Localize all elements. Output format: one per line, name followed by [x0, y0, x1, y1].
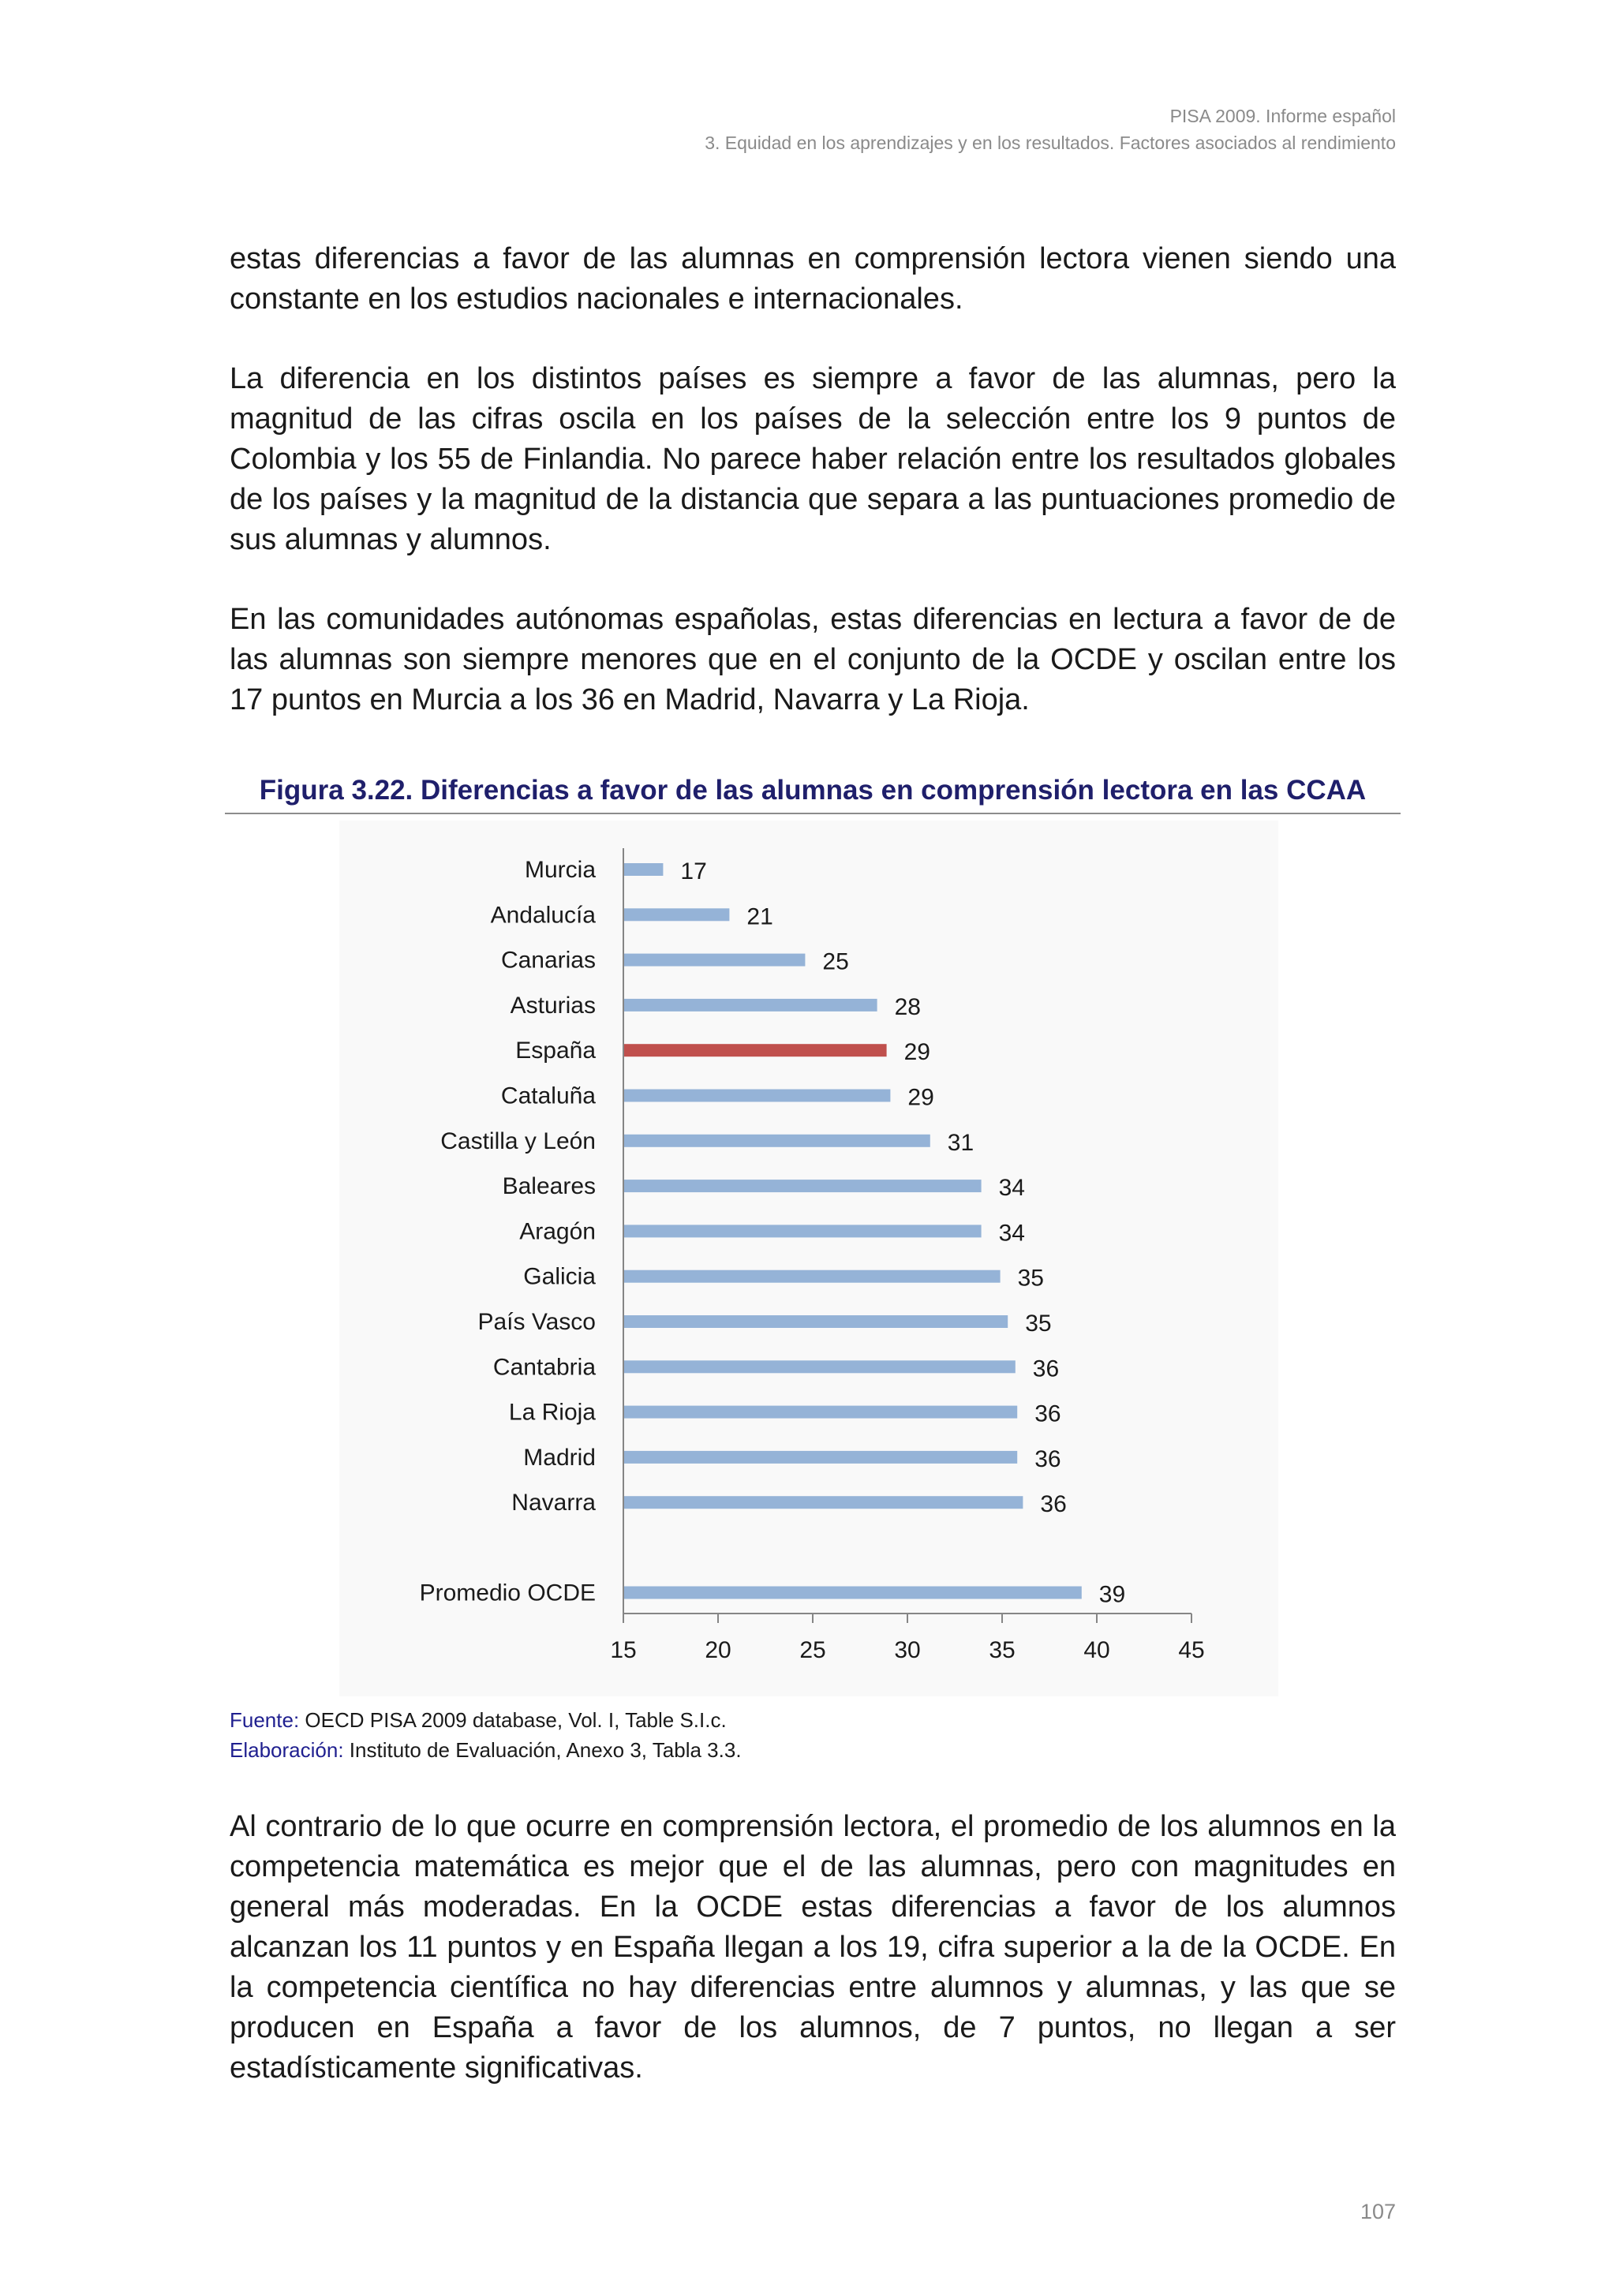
source-label: Fuente:: [230, 1708, 300, 1732]
paragraph-intro: estas diferencias a favor de las alumnas en comprensión lectora vienen siendo una constante en los estudios nacionales e internacionales.: [230, 242, 1396, 316]
paragraph-countries: La diferencia en los distintos países es siempre a favor de las alumnas, pero la magnitud de las cifras oscila en los países de la selección entre los 9 puntos de Colombia y los 55 de Finlandia. No parece haber relación entre los resultados globales de los países y la magnitud de la distancia que separa a las puntuaciones promedio de sus alumnas y alumnos.: [230, 362, 1396, 556]
header-chapter-title: 3. Equidad en los aprendizajes y en los resultados. Factores asociados al rendimiento: [705, 133, 1396, 153]
bar: [623, 999, 877, 1012]
page-number: 107: [1360, 2200, 1396, 2223]
value-label: 31: [947, 1129, 974, 1156]
value-label: 36: [1032, 1356, 1060, 1382]
x-tick-label: 25: [799, 1637, 826, 1663]
category-label: Canarias: [500, 947, 596, 974]
header-report-title: PISA 2009. Informe español: [1169, 106, 1396, 126]
category-label: Cataluña: [500, 1083, 596, 1109]
value-label: 35: [1017, 1265, 1044, 1292]
category-label: Navarra: [511, 1490, 596, 1516]
bar: [623, 954, 805, 967]
paragraph-regions: En las comunidades autónomas españolas, estas diferencias en lectura a favor de de las alumnas son siempre menores que en el conjunto de la OCDE y oscilan entre los 17 puntos en Murcia a los 36 en Madrid, Navarra y La Rioja.: [230, 603, 1396, 716]
x-tick-label: 35: [989, 1637, 1016, 1663]
bar: [623, 908, 729, 921]
bar-highlight: [623, 1044, 887, 1056]
value-label: 39: [1098, 1581, 1126, 1608]
category-label: Galicia: [523, 1263, 596, 1290]
x-tick-label: 20: [705, 1637, 731, 1663]
category-label: Andalucía: [490, 902, 596, 929]
figure-title: Figura 3.22. Diferencias a favor de las alumnas en comprensión lectora en las CCAA: [259, 775, 1367, 806]
elaboration-line: [230, 1738, 742, 1763]
category-label: Murcia: [524, 857, 596, 883]
figure-title-rule: [225, 813, 1401, 814]
category-label: Asturias: [510, 992, 596, 1019]
bar: [623, 1180, 982, 1192]
running-header: [705, 103, 1396, 156]
source-line: [230, 1708, 727, 1733]
category-label: Madrid: [523, 1444, 596, 1471]
value-label: 28: [894, 993, 921, 1020]
bar: [623, 1315, 1008, 1328]
source-text: OECD PISA 2009 database, Vol. I, Table S.I.c.: [305, 1708, 727, 1732]
chart-container: [339, 821, 1278, 1696]
value-label: 34: [998, 1175, 1025, 1202]
value-label: 35: [1025, 1311, 1052, 1337]
category-label: Baleares: [502, 1173, 596, 1200]
category-label: España: [515, 1038, 596, 1064]
value-label: 29: [903, 1039, 930, 1066]
value-label: 34: [998, 1220, 1025, 1247]
x-tick-label: 45: [1178, 1637, 1205, 1663]
elaboration-text: Instituto de Evaluación, Anexo 3, Tabla 3.3.: [349, 1738, 742, 1762]
bar: [623, 1360, 1016, 1373]
bar: [623, 1090, 890, 1102]
category-label: Promedio OCDE: [419, 1580, 596, 1606]
paragraph-math-science: Al contrario de lo que ocurre en comprensión lectora, el promedio de los alumnos en la competencia matemática es mejor que el de las alumnas, pero con magnitudes en general más moderadas. En la OCDE estas diferencias a favor de los alumnos alcanzan los 11 puntos y en España llegan a los 19, cifra superior a la de la OCDE. En la competencia científica no hay diferencias entre alumnos y alumnas, y las que se producen en España a favor de los alumnos, de 7 puntos, no llegan a ser estadísticamente significativas.: [230, 1810, 1396, 2085]
category-label: Aragón: [519, 1218, 596, 1245]
bar: [623, 1451, 1017, 1464]
elaboration-label: Elaboración:: [230, 1738, 344, 1762]
value-label: 21: [746, 903, 773, 930]
bar: [623, 1496, 1023, 1509]
bar-chart: [339, 821, 1278, 1696]
value-label: 25: [822, 948, 849, 975]
value-label: 36: [1040, 1491, 1067, 1518]
bar: [623, 1406, 1017, 1419]
x-tick-label: 15: [610, 1637, 637, 1663]
value-label: 36: [1034, 1445, 1061, 1472]
bar: [623, 863, 663, 876]
x-tick-label: 30: [894, 1637, 921, 1663]
value-label: 17: [680, 858, 707, 884]
bar: [623, 1270, 1001, 1283]
bar: [623, 1135, 930, 1147]
value-label: 36: [1034, 1400, 1061, 1427]
category-label: País Vasco: [477, 1309, 596, 1335]
x-tick-label: 40: [1083, 1637, 1110, 1663]
bar: [623, 1587, 1082, 1599]
category-label: Cantabria: [492, 1354, 596, 1381]
bar: [623, 1225, 982, 1237]
value-label: 29: [907, 1084, 934, 1111]
category-label: La Rioja: [508, 1399, 596, 1426]
category-label: Castilla y León: [440, 1127, 596, 1154]
